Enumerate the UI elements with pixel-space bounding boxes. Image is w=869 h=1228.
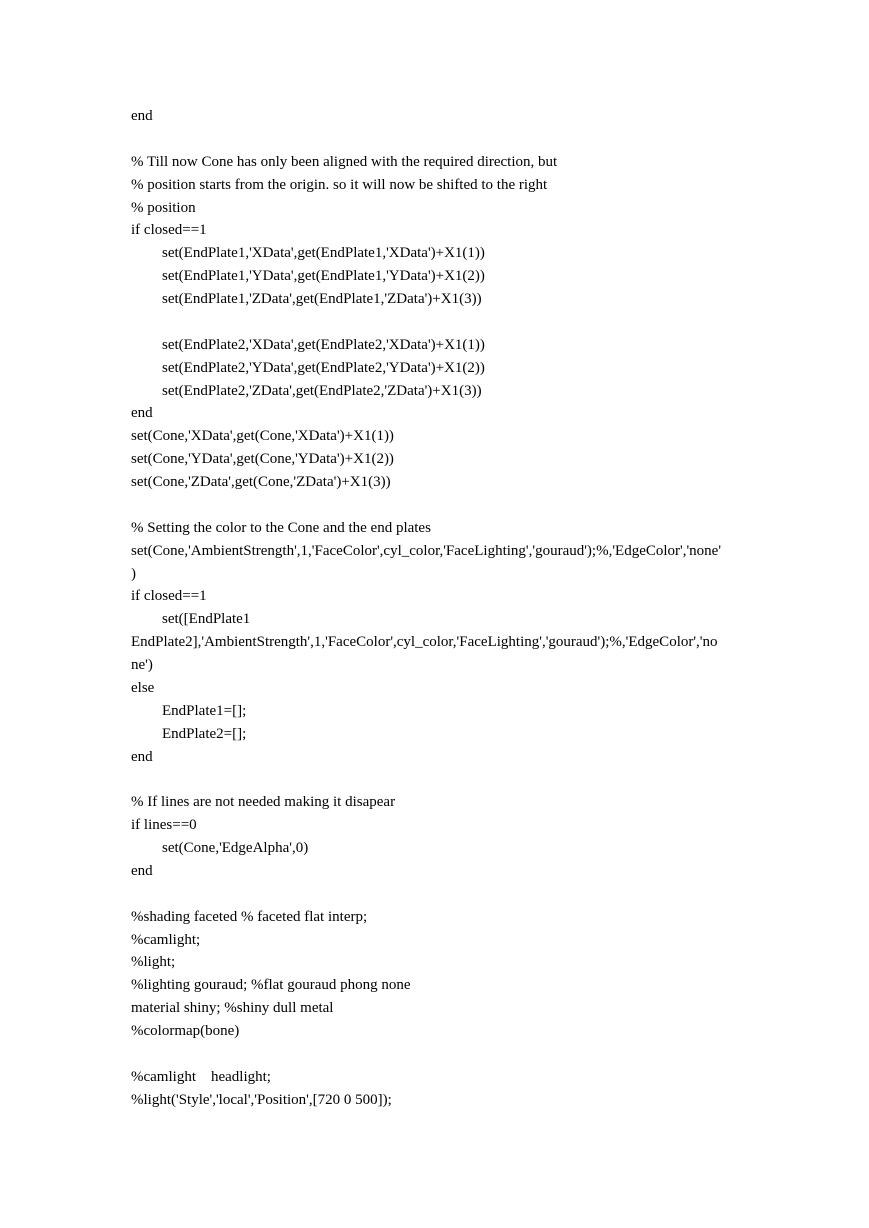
blank-line [131,883,741,906]
code-line: set(Cone,'XData',get(Cone,'XData')+X1(1)) [131,428,394,445]
blank-line [131,128,741,151]
code-line: set(EndPlate1,'XData',get(EndPlate1,'XData')+X1(1)) [162,245,485,262]
code-line: set(EndPlate1,'YData',get(EndPlate1,'YData')+X1(2)) [162,268,485,285]
code-line: % position starts from the origin. so it will now be shifted to the right [131,176,548,193]
code-line: set(EndPlate1,'ZData',get(EndPlate1,'ZData')+X1(3)) [162,291,482,307]
code-line: % Setting the color to the Cone and the end plates [131,519,431,536]
code-line: %light; [131,954,176,971]
code-line: end [131,862,153,879]
code-line: EndPlate2=[]; [162,725,247,742]
code-line: set(Cone,'EdgeAlpha',0) [162,840,309,856]
code-line: %camlight headlight; [131,1068,271,1085]
code-line: %colormap(bone) [131,1023,240,1039]
code-line: set(EndPlate2,'XData',get(EndPlate2,'XData')+X1(1)) [162,336,485,353]
code-line: end [131,108,153,124]
code-line: set(EndPlate2,'ZData',get(EndPlate2,'ZData')+X1(3)) [162,382,482,399]
blank-line [131,494,741,517]
code-line: if lines==0 [131,817,197,834]
code-line: EndPlate1=[]; [162,702,247,719]
blank-line [131,768,741,791]
code-line: ne') [131,657,153,673]
code-line: if closed==1 [131,222,207,239]
code-line: set(Cone,'ZData',get(Cone,'ZData')+X1(3)) [131,474,391,490]
code-line: %light('Style','local','Position',[720 0 500]); [131,1091,392,1108]
code-line: end [131,405,153,422]
code-line: set(EndPlate2,'YData',get(EndPlate2,'YData')+X1(2)) [162,359,485,376]
code-line: % position [131,199,196,216]
code-line: if closed==1 [131,588,207,605]
code-line: % Till now Cone has only been aligned with the required direction, but [131,153,558,170]
code-line: %camlight; [131,931,201,948]
code-line: material shiny; %shiny dull metal [131,1000,334,1017]
code-listing [131,105,741,1112]
code-line: ) [131,565,136,582]
code-line: %lighting gouraud; %flat gouraud phong none [131,977,411,994]
code-line: set(Cone,'YData',get(Cone,'YData')+X1(2)) [131,451,394,468]
blank-line [131,311,741,334]
code-line: else [131,679,155,696]
code-line: % If lines are not needed making it disapear [131,794,396,811]
code-line: EndPlate2],'AmbientStrength',1,'FaceColor',cyl_color,'FaceLighting','gouraud');%,'EdgeColor','no [131,634,718,651]
code-line: %shading faceted % faceted flat interp; [131,908,368,925]
code-line: end [131,748,153,765]
code-line: set([EndPlate1 [162,611,251,628]
code-line: set(Cone,'AmbientStrength',1,'FaceColor',cyl_color,'FaceLighting','gouraud');%,'EdgeColor','none' [131,542,722,559]
blank-line [131,1043,741,1066]
